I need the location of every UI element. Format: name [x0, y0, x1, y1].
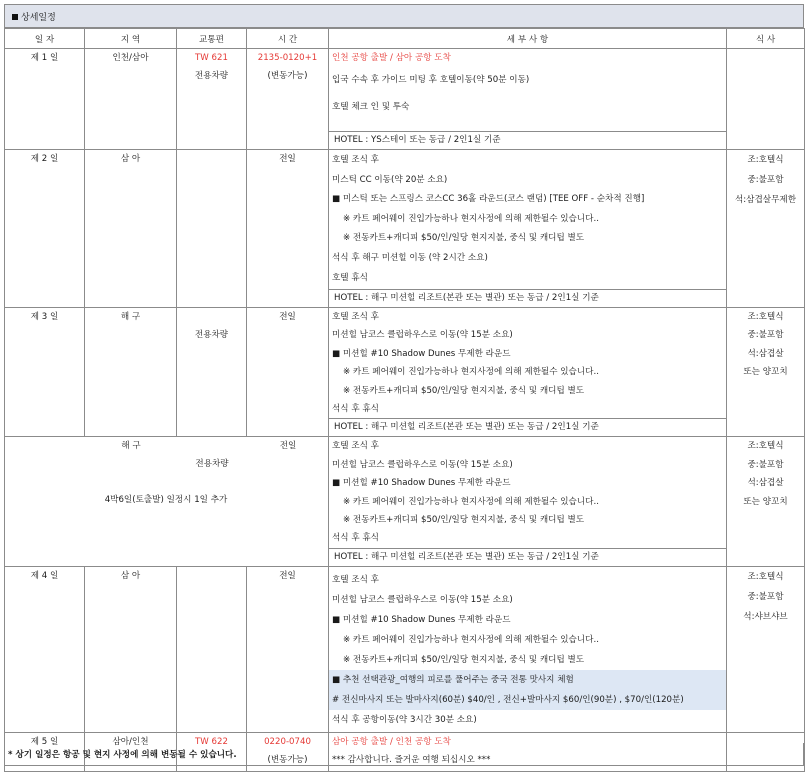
detail-line: 석식 후 해구 미션힐 이동 (약 2시간 소요) — [332, 252, 488, 263]
day-row — [5, 566, 805, 732]
detail-line: ■ 미션힐 #10 Shadow Dunes 무제한 라운드 — [332, 614, 511, 625]
meal-lunch: 중:불포함 — [747, 591, 784, 602]
meal-dinner: 석:삼겹살무제한 — [734, 195, 796, 205]
detail-line: ※ 카트 페어웨이 진입가능하나 현지사정에 의해 제한될수 있습니다.. — [343, 367, 599, 378]
flight-time: 0220-0740 — [264, 736, 311, 747]
meal-breakfast: 조:호텔식 — [747, 441, 784, 452]
square-bullet-icon — [12, 14, 18, 20]
footnote-box — [4, 743, 804, 766]
col-meals: 식 사 — [727, 29, 805, 49]
region: 삼 아 — [120, 154, 141, 164]
detail-line: 호텔 조식 후 — [332, 155, 379, 165]
time-note: (변동가능) — [267, 755, 308, 766]
detail-line: ※ 전동카트+캐디피 $50/인/일당 현지지불, 중식 및 캐디팁 별도 — [343, 654, 585, 665]
optional-tour-title: ■ 추천 선택관광_여행의 피로를 풀어주는 중국 전통 맛사지 체험 — [329, 670, 726, 690]
optional-tour-price: # 전신마사지 또는 발마사지(60분) $40/인 , 전신+발마사지 $60/인(90분) , $70/인(120분) — [329, 690, 726, 710]
section-header — [4, 4, 804, 28]
hotel-info: HOTEL : 해구 미션힐 리조트(본관 또는 별관) 또는 동급 / 2인1실 기준 — [334, 422, 599, 433]
detail-line: 호텔 휴식 — [332, 272, 368, 283]
detail-line: 석식 후 공항이동(약 3시간 30분 소요) — [332, 714, 477, 725]
detail-line: 미스틱 CC 이동(약 20분 소요) — [332, 174, 448, 185]
day-label: 제 5 일 — [30, 736, 59, 747]
table-header-row — [5, 29, 805, 49]
vehicle: 전용차량 — [194, 71, 229, 82]
meal-breakfast: 조:호텔식 — [747, 155, 784, 165]
itinerary-table — [4, 28, 805, 772]
region: 인천/삼아 — [112, 53, 149, 63]
col-details: 세 부 사 항 — [329, 29, 727, 49]
flight-number: TW 621 — [195, 53, 228, 63]
detail-line: ※ 카트 페어웨이 진입가능하나 현지사정에 의해 제한될수 있습니다.. — [343, 213, 599, 224]
transport-cell — [177, 566, 247, 732]
time-label: 전일 — [279, 441, 297, 452]
detail-line: ■ 미션힐 #10 Shadow Dunes 무제한 라운드 — [332, 478, 511, 489]
flight-number: TW 622 — [195, 736, 228, 747]
detail-line: ※ 카트 페어웨이 진입가능하나 현지사정에 의해 제한될수 있습니다.. — [343, 634, 599, 645]
detail-line: 미션힐 남코스 클럽하우스로 이동(약 15분 소요) — [332, 330, 513, 341]
time-label: 전일 — [279, 154, 296, 164]
detail-line: ※ 전동카트+캐디피 $50/인/일당 현지지불, 중식 및 캐디팁 별도 — [343, 385, 585, 396]
day-row — [5, 437, 805, 548]
detail-line: 호텔 조식 후 — [332, 312, 379, 322]
meals-cell — [727, 49, 805, 150]
extra-day-note: 4박6일(토출발) 일정시 1일 추가 — [104, 495, 228, 506]
meal-dinner: 석:샤브샤브 — [743, 611, 788, 622]
col-date: 일 자 — [5, 29, 85, 49]
day-label: 제 1 일 — [30, 53, 59, 63]
col-region: 지 역 — [85, 29, 177, 49]
day-row — [5, 49, 805, 132]
detail-line: 호텔 조식 후 — [332, 441, 379, 452]
meal-lunch: 중:불포함 — [747, 459, 784, 470]
detail-line: 삼아 공항 출발 / 인천 공항 도착 — [332, 736, 451, 747]
meal-lunch: 중:불포함 — [747, 330, 784, 341]
meal-dinner-alt: 또는 양꼬치 — [743, 367, 788, 378]
time-label: 전일 — [279, 312, 296, 322]
detail-line: ※ 카트 페어웨이 진입가능하나 현지사정에 의해 제한될수 있습니다.. — [343, 496, 599, 507]
detail-line: 인천 공항 출발 / 삼아 공항 도착 — [332, 53, 451, 63]
extra-day-block — [5, 437, 328, 563]
detail-line: 입국 수속 후 가이드 미팅 후 호텔이동(약 50분 이동) — [332, 75, 530, 86]
meal-breakfast: 조:호텔식 — [747, 312, 784, 322]
flight-number — [177, 308, 246, 326]
region: 해 구 — [120, 312, 141, 322]
hotel-info: HOTEL : 해구 미션힐 리조트(본관 또는 별관) 또는 동급 / 2인1실 기준 — [334, 551, 599, 562]
meal-lunch: 중:불포함 — [747, 175, 784, 185]
day-label: 제 3 일 — [30, 312, 59, 322]
region: 해 구 — [121, 441, 141, 452]
detail-line: ※ 전동카트+캐디피 $50/인/일당 현지지불, 중식 및 캐디팁 별도 — [343, 233, 585, 244]
detail-line: ※ 전동카트+캐디피 $50/인/일당 현지지불, 중식 및 캐디팁 별도 — [343, 514, 585, 525]
region: 삼 아 — [120, 570, 141, 581]
footnote: * 상기 일정은 항공 및 현지 사정에 의해 변동될 수 있습니다. — [8, 750, 237, 760]
detail-line: 호텔 체크 인 및 투숙 — [332, 102, 410, 113]
detail-line: ■ 미스틱 또는 스프링스 코스CC 36홀 라운드(코스 랜덤) [TEE OFF - 순차적 진행] — [332, 194, 645, 205]
detail-line: 호텔 조식 후 — [332, 574, 379, 585]
day-label: 제 2 일 — [30, 154, 59, 164]
detail-line: 미션힐 남코스 클럽하우스로 이동(약 15분 소요) — [332, 459, 513, 470]
day-label: 제 4 일 — [30, 570, 59, 581]
day-row — [5, 150, 805, 290]
hotel-info: HOTEL : YS스테이 또는 동급 / 2인1실 기준 — [334, 135, 501, 145]
flight-time: 2135-0120+1 — [257, 53, 318, 63]
vehicle: 전용차량 — [194, 330, 229, 341]
col-time: 시 간 — [247, 29, 329, 49]
detail-line: 석식 후 휴식 — [332, 403, 379, 414]
vehicle: 전용차량 — [195, 459, 229, 470]
time-note: (변동가능) — [267, 71, 308, 82]
meal-dinner-alt: 또는 양꼬치 — [743, 496, 788, 507]
day-row — [5, 308, 805, 419]
detail-line: 석식 후 휴식 — [332, 533, 379, 544]
meal-dinner: 석:삼겹살 — [747, 478, 784, 489]
col-transport: 교통편 — [177, 29, 247, 49]
hotel-info: HOTEL : 해구 미션힐 리조트(본관 또는 별관) 또는 동급 / 2인1실 기준 — [334, 293, 599, 303]
detail-line: *** 감사합니다. 즐거운 여행 되십시오 *** — [332, 755, 491, 766]
detail-line: 미션힐 남코스 클럽하우스로 이동(약 15분 소요) — [332, 594, 513, 605]
itinerary-page — [4, 4, 804, 765]
transport-cell — [177, 150, 247, 308]
section-title: 상세일정 — [21, 13, 56, 23]
detail-line: ■ 미션힐 #10 Shadow Dunes 무제한 라운드 — [332, 348, 511, 359]
meal-dinner: 석:삼겹살 — [747, 348, 784, 359]
meal-breakfast: 조:호텔식 — [747, 571, 784, 582]
region: 삼아/인천 — [112, 736, 149, 747]
time-label: 전일 — [279, 570, 296, 581]
